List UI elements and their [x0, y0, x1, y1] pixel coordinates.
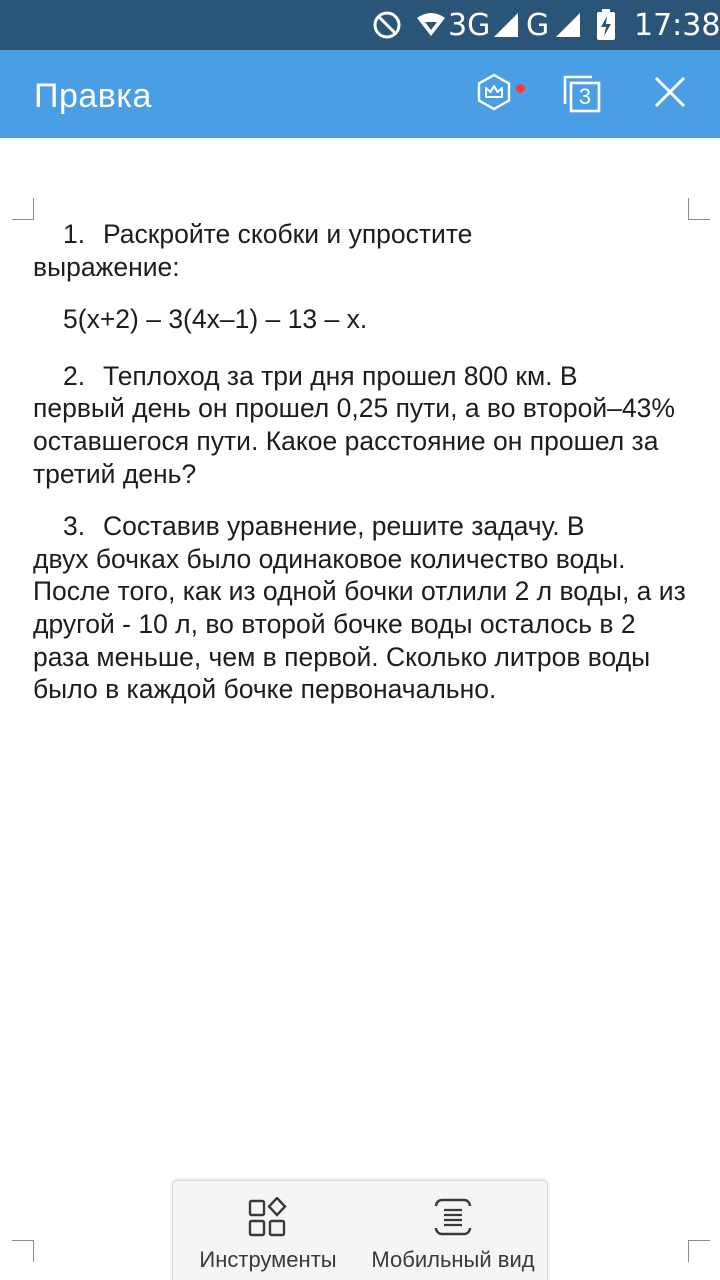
premium-button[interactable]	[458, 50, 530, 138]
task-1-expression: 5(x+2) – 3(4x–1) – 13 – x.	[63, 304, 368, 335]
open-windows-button[interactable]	[546, 50, 618, 138]
wifi-icon	[416, 0, 446, 50]
do-not-disturb-icon	[372, 0, 402, 50]
windows-icon	[562, 74, 602, 114]
document-text	[33, 218, 693, 706]
tools-icon	[248, 1197, 288, 1237]
mobile-view-button[interactable]	[363, 1181, 543, 1280]
network-type-label-2: G	[526, 7, 550, 43]
network-type-label: 3G	[448, 7, 491, 43]
page-corner-mark	[688, 198, 710, 220]
document-page[interactable]	[0, 138, 720, 1280]
signal-strength-icon-2	[554, 0, 582, 50]
close-button[interactable]	[634, 50, 706, 138]
task-text: первый день он прошел 0,25 пути, а во второй–43% оставшегося пути. Какое расстояние он прошел за третий день?	[33, 393, 675, 489]
tools-label: Инструменты	[199, 1247, 337, 1272]
task-1	[33, 218, 693, 283]
task-text: двух бочках было одинаковое количество воды. После того, как из одной бочки отлили 2 л воды, а из другой - 10 л, во второй бочке воды осталось в 2 раза меньше, чем в первой. Сколько литров воды было в каждой бочке первоначально.	[33, 543, 686, 705]
task-number: 3.	[63, 511, 86, 542]
app-bar	[0, 50, 720, 138]
task-text-first-line: Составив уравнение, решите задачу. В	[103, 511, 585, 542]
close-icon	[653, 75, 687, 114]
task-2	[33, 360, 693, 490]
task-text-first-line: Теплоход за три дня прошел 800 км. В	[103, 360, 578, 391]
page-corner-mark	[12, 1240, 34, 1262]
page-corner-mark	[688, 1240, 710, 1262]
task-text-first-line: Раскройте скобки и упростите	[103, 219, 473, 249]
mobile-view-icon	[433, 1197, 473, 1237]
open-windows-count: 3	[578, 84, 592, 109]
bottom-toolbar	[172, 1180, 548, 1280]
tools-button[interactable]	[183, 1181, 353, 1280]
status-bar	[0, 0, 720, 50]
task-3	[33, 510, 693, 706]
crown-icon	[475, 73, 513, 116]
notification-dot	[516, 84, 525, 93]
mobile-view-label: Мобильный вид	[371, 1247, 535, 1272]
task-number: 2.	[63, 360, 86, 391]
battery-charging-icon	[596, 0, 616, 50]
task-number: 1.	[63, 219, 86, 249]
clock-time: 17:38	[634, 7, 720, 43]
app-title: Правка	[34, 77, 152, 115]
signal-strength-icon	[492, 0, 520, 50]
page-corner-mark	[12, 198, 34, 220]
task-text: выражение:	[33, 251, 180, 282]
